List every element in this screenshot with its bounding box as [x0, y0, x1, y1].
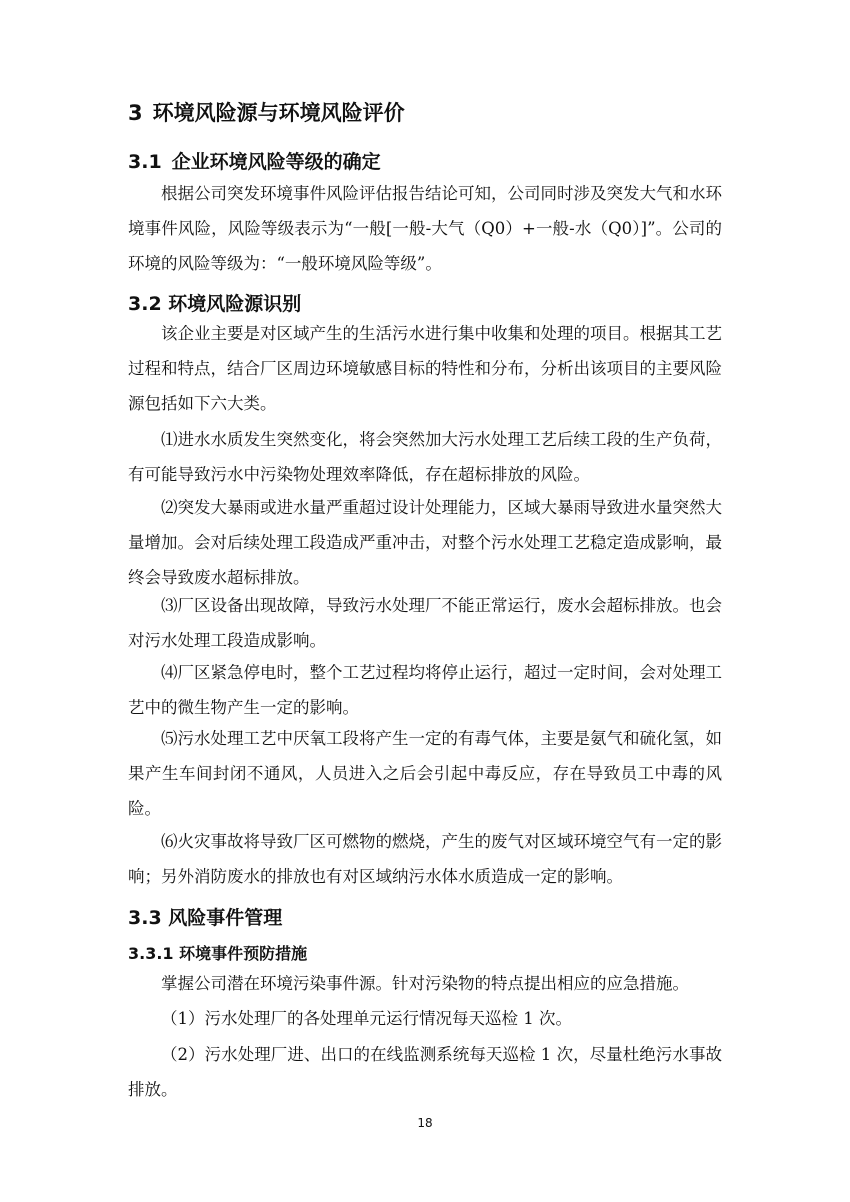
prevention-item-1: （1）污水处理厂的各处理单元运行情况每天巡检 1 次。: [161, 1009, 572, 1028]
risk-source-item-3: ⑶厂区设备出现故障，导致污水处理厂不能正常运行，废水会超标排放。也会对污水处理工段造成影响。: [128, 596, 722, 650]
section-3-2-heading: 3.2 环境风险源识别: [128, 293, 302, 315]
section-3-1-heading: [128, 147, 381, 174]
section-3-1-number: 3.1: [128, 151, 162, 173]
prevention-item-2: （2）污水处理厂进、出口的在线监测系统每天巡检 1 次，尽量杜绝污水事故排放。: [128, 1045, 722, 1099]
risk-source-item-6: ⑹火灾事故将导致厂区可燃物的燃烧，产生的废气对区域环境空气有一定的影响；另外消防废水的排放也有对区域纳污水体水质造成一定的影响。: [128, 832, 722, 886]
section-3-title: 环境风险源与环境风险评价: [152, 101, 405, 125]
risk-source-item-5: ⑸污水处理工艺中厌氧工段将产生一定的有毒气体，主要是氨气和硫化氢，如果产生车间封闭不通风，人员进入之后会引起中毒反应，存在导致员工中毒的风险。: [128, 729, 722, 818]
page-number: 18: [417, 1116, 433, 1130]
risk-source-item-4: ⑷厂区紧急停电时，整个工艺过程均将停止运行，超过一定时间，会对处理工艺中的微生物产生一定的影响。: [128, 663, 722, 717]
section-3-number: 3: [128, 101, 143, 125]
section-3-3-heading: 3.3 风险事件管理: [128, 907, 283, 929]
risk-source-item-2: ⑵突发大暴雨或进水量严重超过设计处理能力，区域大暴雨导致进水量突然大量增加。会对后续处理工段造成严重冲击，对整个污水处理工艺稳定造成影响，最终会导致废水超标排放。: [128, 498, 722, 587]
section-3-3-1-heading: 3.3.1 环境事件预防措施: [128, 944, 308, 963]
section-3-2-intro: 该企业主要是对区域产生的生活污水进行集中收集和处理的项目。根据其工艺过程和特点，结合厂区周边环境敏感目标的特性和分布，分析出该项目的主要风险源包括如下六大类。: [128, 324, 722, 413]
section-3-3-1-intro: 掌握公司潜在环境污染事件源。针对污染物的特点提出相应的应急措施。: [161, 974, 689, 993]
risk-source-item-1: ⑴进水水质发生突然变化，将会突然加大污水处理工艺后续工段的生产负荷，有可能导致污水中污染物处理效率降低，存在超标排放的风险。: [128, 430, 722, 484]
section-3-1-paragraph: 根据公司突发环境事件风险评估报告结论可知，公司同时涉及突发大气和水环境事件风险，风险等级表示为“一般[一般-大气（Q0）+一般-水（Q0）]”。公司的环境的风险等级为：“一般环境风险等级”。: [128, 184, 722, 273]
section-3-heading: [128, 97, 405, 127]
section-3-1-title: 企业环境风险等级的确定: [171, 151, 381, 173]
